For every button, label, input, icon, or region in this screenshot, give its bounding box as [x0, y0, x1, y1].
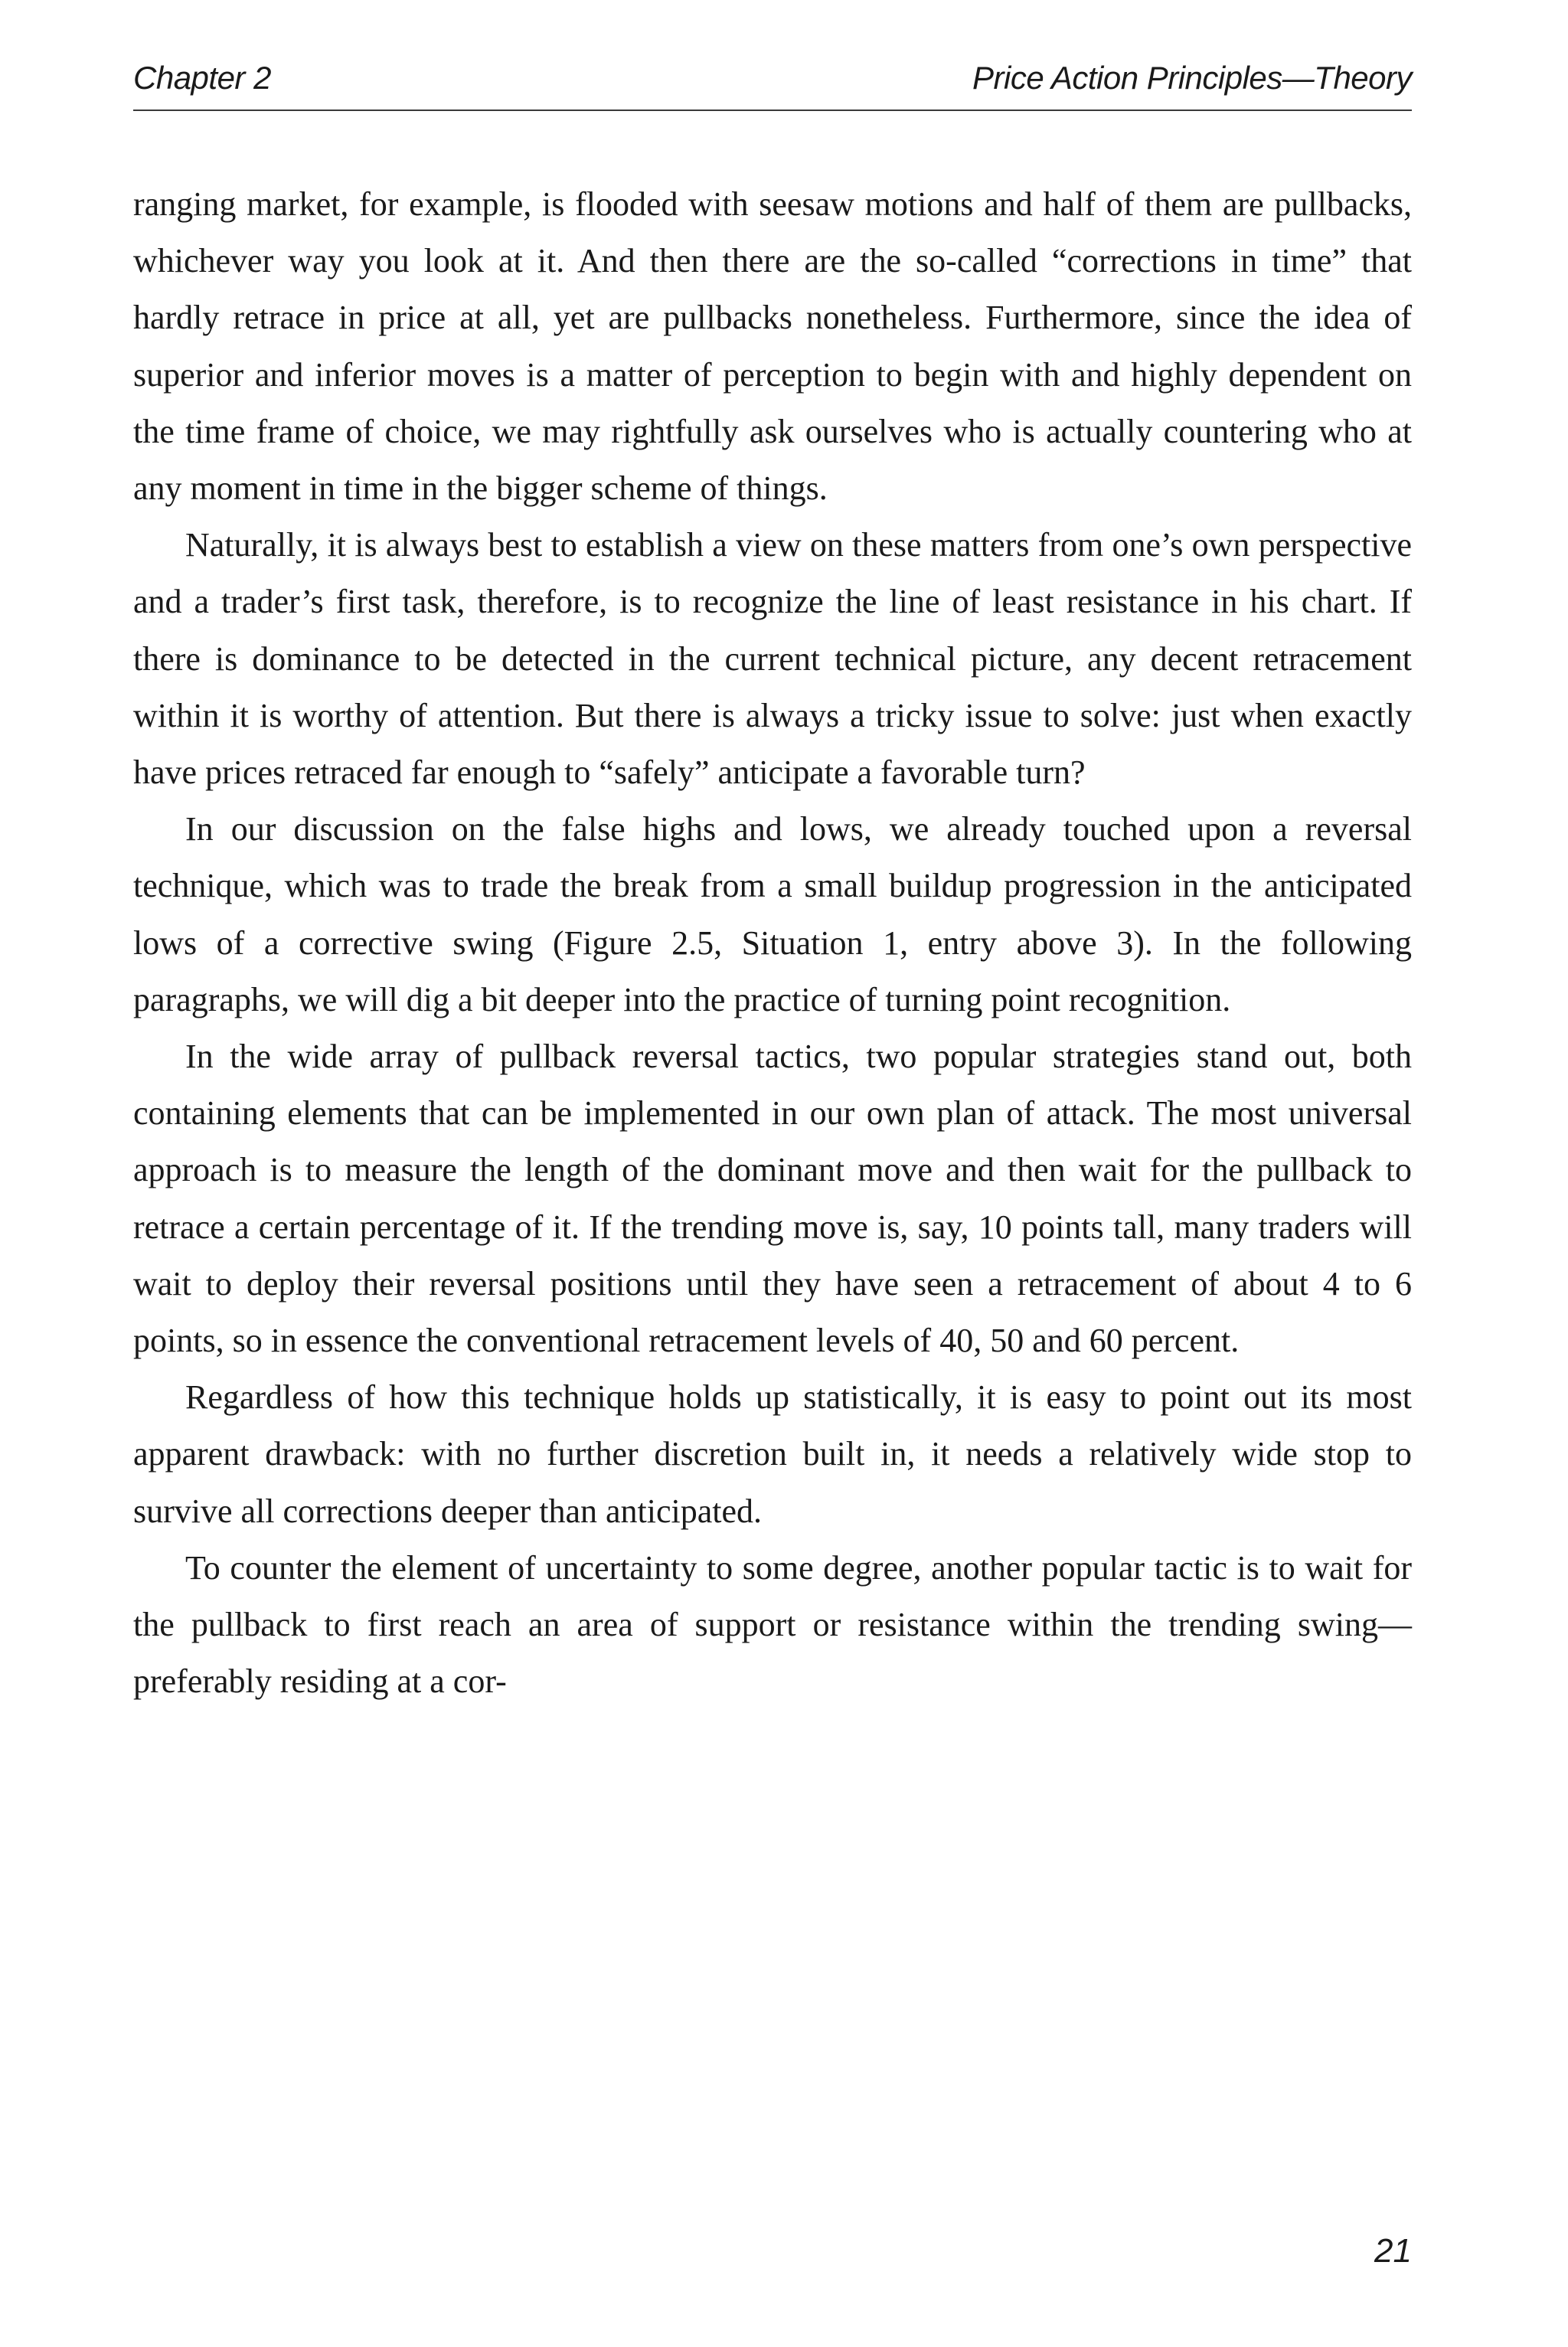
paragraph-5: Regardless of how this technique holds up statistically, it is easy to point out its most apparent drawback: with no further discretion built in, it needs a relatively wide stop to survive all corrections deeper than anticipated. — [133, 1378, 1412, 1530]
header-divider — [133, 110, 1412, 111]
body-text — [133, 176, 1412, 1710]
chapter-label: Chapter 2 — [133, 60, 271, 96]
running-head — [133, 46, 1412, 110]
paragraph-4: In the wide array of pullback reversal tactics, two popular strategies stand out, both containing elements that can be implemented in our own plan of attack. The most universal approach is to measure the length of the dominant move and then wait for the pullback to retrace a certain percentage of it. If the trending move is, say, 10 points tall, many traders will wait to deploy their reversal positions until they have seen a retracement of about 4 to 6 points, so in essence the conventional retracement levels of 40, 50 and 60 percent. — [133, 1038, 1412, 1360]
page-number: 21 — [1374, 2232, 1412, 2270]
paragraph-1: ranging market, for example, is flooded with seesaw motions and half of them are pullbacks, whichever way you look at it. And then there are the so-called “corrections in time” that hardly retrace in price at all, yet are pullbacks nonetheless. Furthermore, since the idea of superior and inferior moves is a matter of perception to begin with and highly dependent on the time frame of choice, we may rightfully ask ourselves who is actually countering who at any moment in time in the bigger scheme of things. — [133, 185, 1412, 508]
paragraph-2: Naturally, it is always best to establish a view on these matters from one’s own perspective and a trader’s first task, therefore, is to recognize the line of least resistance in his chart. If there is dominance to be detected in the current technical picture, any decent retracement within it is worthy of attention. But there is always a tricky issue to solve: just when exactly have prices retraced far enough to “safely” anticipate a favorable turn? — [133, 526, 1412, 792]
paragraph-6: To counter the element of uncertainty to some degree, another popular tactic is to wait for the pullback to first reach an area of support or resistance within the trending swing—preferably residing at a cor- — [133, 1548, 1412, 1701]
paragraph-3: In our discussion on the false highs and lows, we already touched upon a reversal technique, which was to trade the break from a small buildup progression in the anticipated lows of a corrective swing (Figure 2.5, Situation 1, entry above 3). In the following paragraphs, we will dig a bit deeper into the practice of turning point recognition. — [133, 810, 1412, 1018]
section-title: Price Action Principles—Theory — [972, 60, 1412, 96]
